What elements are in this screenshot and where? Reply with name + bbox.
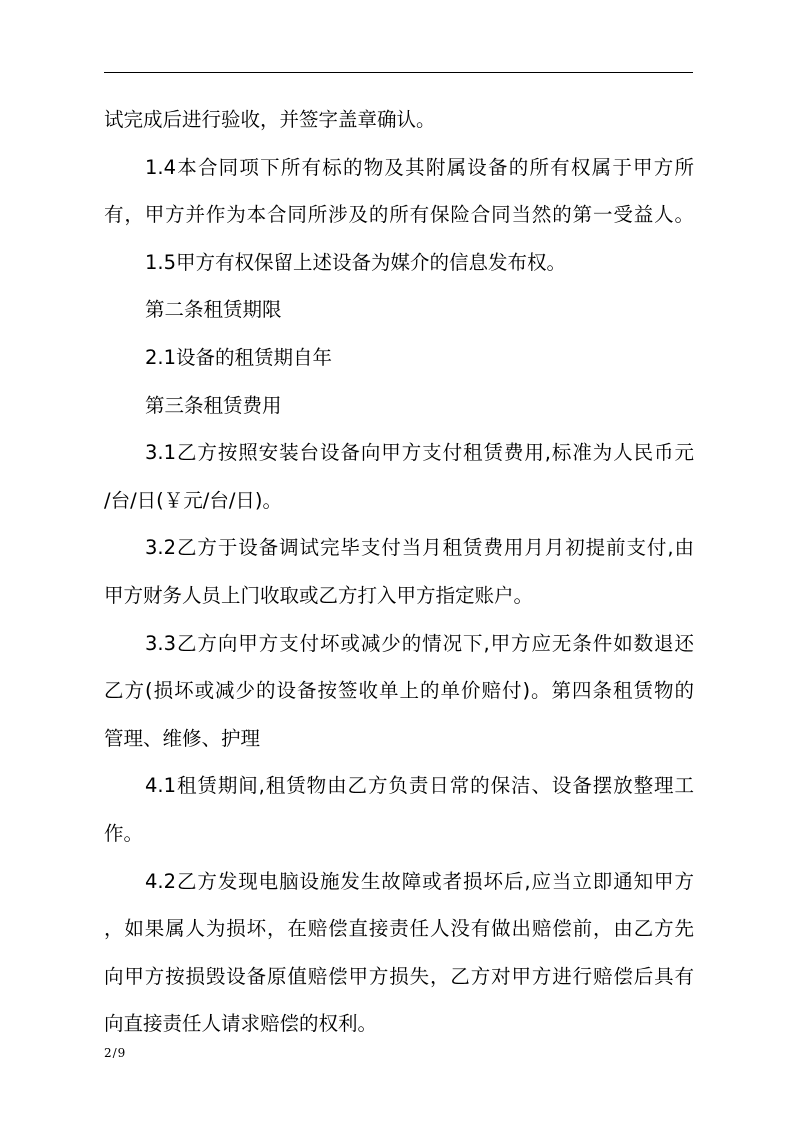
text-line-20: 向直接责任人请求赔偿的权利。 [104, 1012, 378, 1036]
text-line-18: ，如果属人为损坏，在赔偿直接责任人没有做出赔偿前，由乙方先 [104, 917, 694, 941]
header-rule [104, 72, 693, 73]
text-line-14: 管理、维修、护理 [104, 726, 261, 750]
text-line-2: 1.4本合同项下所有标的物及其附属设备的所有权属于甲方所 [145, 155, 694, 179]
section-heading-3: 第三条租赁费用 [145, 393, 282, 417]
text-line-19: 向甲方按损毁设备原值赔偿甲方损失，乙方对甲方进行赔偿后具有 [104, 964, 694, 988]
text-line-3: 有，甲方并作为本合同所涉及的所有保险合同当然的第一受益人。 [104, 203, 694, 227]
text-line-8: 3.1乙方按照安装台设备向甲方支付租赁费用,标准为人民币元 [145, 441, 694, 465]
text-line-10: 3.2乙方于设备调试完毕支付当月租赁费用月月初提前支付,由 [145, 536, 694, 560]
text-line-1: 试完成后进行验收，并签字盖章确认。 [104, 108, 436, 131]
text-line-11: 甲方财务人员上门收取或乙方打入甲方指定账户。 [104, 583, 534, 607]
text-line-16: 作。 [104, 821, 144, 845]
text-line-12: 3.3乙方向甲方支付坏或减少的情况下,甲方应无条件如数退还 [145, 631, 694, 655]
text-line-6: 2.1设备的租赁期自年 [145, 345, 333, 369]
text-line-9: /台/日(￥元/台/日)。 [104, 488, 282, 512]
document-body [104, 96, 694, 1048]
text-line-15: 4.1租赁期间,租赁物由乙方负责日常的保洁、设备摆放整理工 [145, 774, 694, 798]
text-line-4: 1.5甲方有权保留上述设备为媒介的信息发布权。 [145, 250, 567, 274]
text-line-17: 4.2乙方发现电脑设施发生故障或者损坏后,应当立即通知甲方 [145, 869, 694, 893]
text-line-13: 乙方(损坏或减少的设备按签收单上的单价赔付)。第四条租赁物的 [104, 679, 694, 703]
page-number: 2/9 [104, 1046, 127, 1060]
section-heading-2: 第二条租赁期限 [145, 298, 282, 322]
